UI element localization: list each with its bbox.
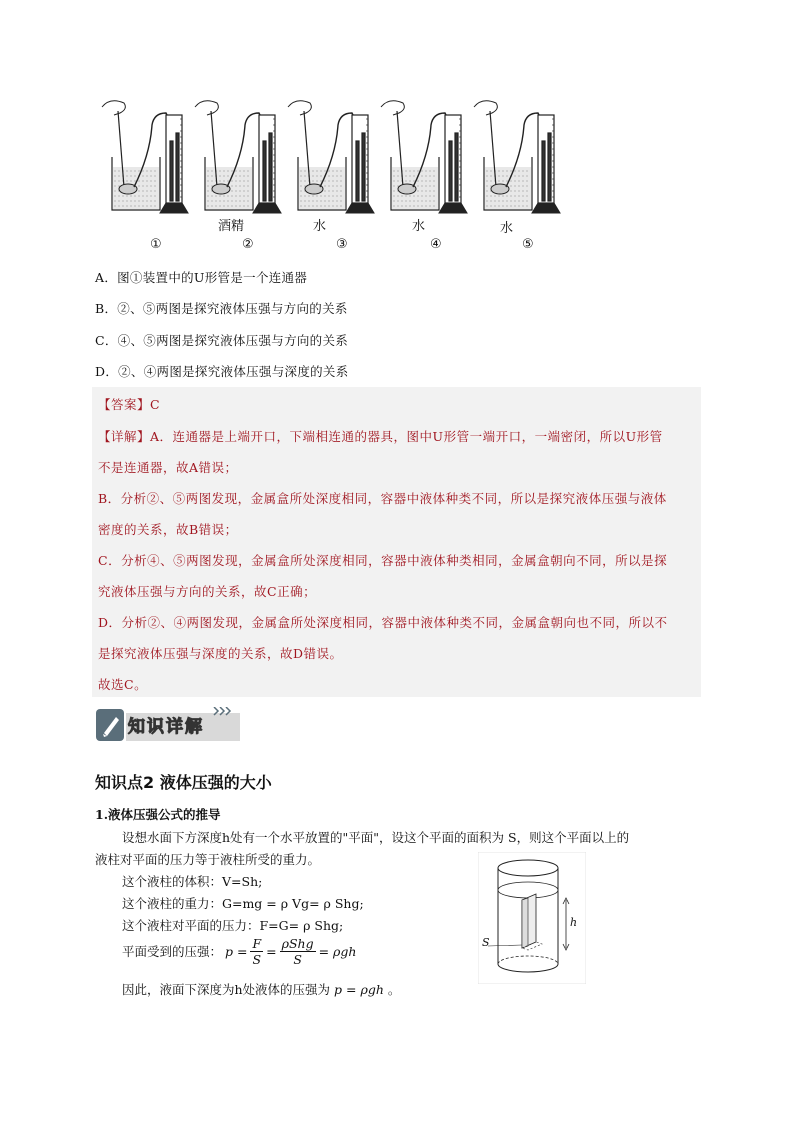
- gravity-line: 这个液柱的重力：G=mg = ρ Vg= ρ Shg;: [122, 896, 364, 911]
- paragraph-line-2: 液柱对平面的压力等于液柱所受的重力。: [95, 852, 321, 867]
- option-d: D．②、④两图是探究液体压强与深度的关系: [95, 364, 349, 379]
- cylinder-label-S: S: [482, 936, 490, 949]
- pressure-formula-line: [122, 933, 356, 969]
- liquid-label-3: 水: [313, 219, 327, 234]
- setup-4: [381, 101, 467, 213]
- fraction-F-S: [250, 936, 263, 967]
- knowledge-badge: [96, 707, 246, 743]
- force-line: 这个液柱对平面的压力：F=G= ρ Shg;: [122, 918, 344, 933]
- formula-equals: =: [266, 943, 277, 959]
- answer-box: [92, 387, 701, 697]
- section-subtitle: 1.液体压强公式的推导: [95, 807, 221, 822]
- liquid-label-2: 酒精: [218, 219, 245, 234]
- explanation-line-1: 【详解】A．连通器是上端开口，下端相连通的器具，图中U形管一端开口，一端密闭，所以U形管: [98, 429, 663, 444]
- figure-label-1: ①: [150, 237, 162, 252]
- figure-label-4: ④: [430, 237, 442, 252]
- fraction-denominator-S: S: [252, 951, 262, 967]
- liquid-label-4: 水: [412, 219, 426, 234]
- explanation-line-8: 是探究液体压强与深度的关系，故D错误。: [98, 646, 343, 661]
- explanation-line-3: B．分析②、⑤两图发现，金属盒所处深度相同，容器中液体种类不同，所以是探究液体压强与液体: [98, 491, 667, 506]
- setup-2: [195, 101, 281, 213]
- volume-line: 这个液柱的体积：V=Sh;: [122, 874, 263, 889]
- option-c: C．④、⑤两图是探究液体压强与方向的关系: [95, 333, 349, 348]
- formula-p: p =: [225, 943, 248, 959]
- conclusion-prefix: 因此，液面下深度为h处液体的压强为: [122, 982, 331, 997]
- conclusion-line: [122, 980, 400, 998]
- figure-label-5: ⑤: [522, 237, 534, 252]
- explanation-line-4: 密度的关系，故B错误；: [98, 522, 238, 537]
- setup-5: [474, 101, 560, 213]
- fraction-numerator-rhoShg: ρShg: [281, 935, 314, 951]
- figure-label-2: ②: [242, 237, 254, 252]
- experiment-diagram: [100, 95, 570, 220]
- option-b: B．②、⑤两图是探究液体压强与方向的关系: [95, 301, 348, 316]
- formula-result: = ρgh: [318, 943, 357, 959]
- conclusion-formula: p = ρgh: [334, 982, 384, 997]
- paragraph-line-1: 设想水面下方深度h处有一个水平放置的"平面"，设这个平面的面积为 S，则这个平面以上的: [122, 830, 630, 845]
- option-a: A．图①装置中的U形管是一个连通器: [95, 270, 308, 285]
- liquid-label-5: 水: [500, 221, 514, 236]
- answer-label: 【答案】C: [98, 397, 161, 412]
- figure-label-3: ③: [336, 237, 348, 252]
- fraction-numerator-F: F: [252, 935, 262, 951]
- explanation-line-9: 故选C。: [98, 677, 148, 692]
- setup-3: [288, 101, 374, 213]
- pressure-prefix: 平面受到的压强：: [122, 944, 223, 959]
- setup-1: [102, 101, 188, 213]
- fraction-denominator-S2: S: [293, 951, 302, 967]
- section-title: 知识点2 液体压强的大小: [95, 773, 272, 792]
- cylinder-figure: [478, 852, 586, 984]
- conclusion-end: 。: [387, 982, 401, 997]
- experiment-figure: [100, 95, 570, 255]
- explanation-line-7: D．分析②、④两图发现，金属盒所处深度相同，容器中液体种类不同，金属盒朝向也不同，所以不: [98, 615, 668, 630]
- badge-text: 知识详解: [128, 717, 204, 737]
- fraction-rhoShg-S: [280, 936, 316, 967]
- explanation-line-5: C．分析④、⑤两图发现，金属盒所处深度相同，容器中液体种类相同，金属盒朝向不同，所以是探: [98, 553, 668, 568]
- explanation-line-2: 不是连通器，故A错误；: [98, 460, 238, 475]
- cylinder-label-h: h: [570, 916, 578, 929]
- explanation-line-6: 究液体压强与方向的关系，故C正确；: [98, 584, 317, 599]
